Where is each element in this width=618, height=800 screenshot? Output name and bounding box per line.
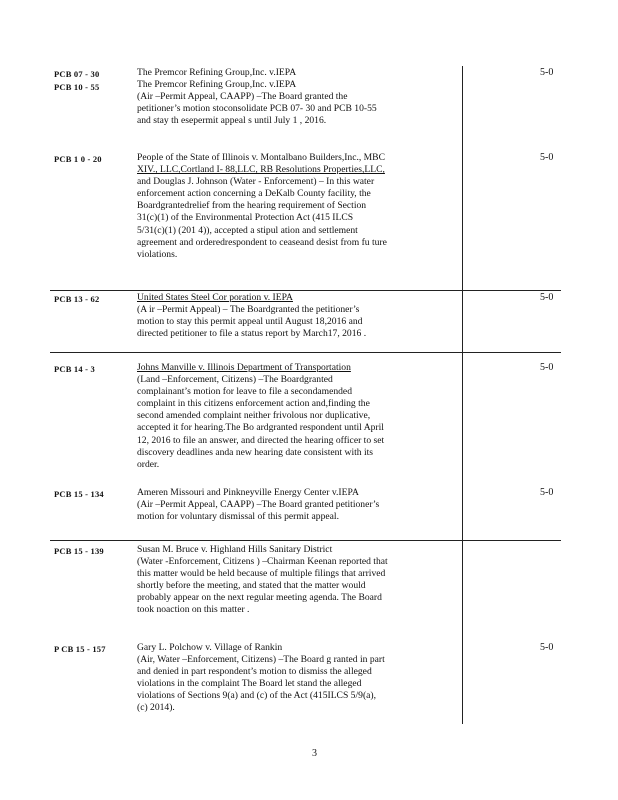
case-number: PCB 10 - 55 <box>54 82 100 92</box>
desc-line: accepted it for hearing.The Bo ardgranted respondent until April <box>137 422 384 434</box>
desc-line: this matter would be held because of multiple filings that arrived <box>137 568 386 580</box>
desc-line: People of the State of Illinois v. Montalbano Builders,Inc., MBC <box>137 152 385 163</box>
vote-result: 5-0 <box>540 292 554 303</box>
desc-line: motion for voluntary dismissal of this permit appeal. <box>137 511 339 523</box>
desc-line: directed petitioner to file a status report by March17, 2016 . <box>137 328 367 340</box>
case-description <box>137 292 366 340</box>
desc-line: 12, 2016 to file an answer, and directed the hearing officer to set <box>137 434 385 446</box>
desc-line: discovery deadlines anda new hearing date consistent with its <box>137 446 374 458</box>
desc-line: Ameren Missouri and Pinkneyville Energy Center v.IEPA <box>137 487 359 498</box>
desc-line: 31(c)(1) of the Environmental Protection Act (415 ILCS <box>137 212 354 224</box>
desc-line: took noaction on this matter . <box>137 604 250 616</box>
desc-line: order. <box>137 458 160 470</box>
desc-line: (Land –Enforcement, Citizens) –The Boardgranted <box>137 374 333 386</box>
desc-line: Gary L. Polchow v. Village of Rankin <box>137 642 283 653</box>
desc-line: Susan M. Bruce v. Highland Hills Sanitary District <box>137 544 333 555</box>
desc-line: XIV., LLC,Cortland I- 88,LLC, RB Resolutions Properties,LLC, <box>137 164 385 176</box>
desc-line: (Air –Permit Appeal, CAAPP) –The Board granted petitioner’s <box>137 499 380 511</box>
desc-line: and Douglas J. Johnson (Water - Enforcement) – In this water <box>137 176 375 188</box>
row-divider <box>50 540 561 541</box>
desc-line: probably appear on the next regular meeting agenda. The Board <box>137 592 382 604</box>
column-divider <box>462 66 463 724</box>
row-divider <box>50 352 561 353</box>
desc-line: violations. <box>137 248 178 260</box>
vote-result: 5-0 <box>540 67 554 78</box>
desc-line: complaint in this citizens enforcement action and,finding the <box>137 398 370 410</box>
desc-line: Johns Manville v. Illinois Department of Transportation <box>137 362 351 373</box>
desc-line: (c) 2014). <box>137 702 175 714</box>
desc-line: The Premcor Refining Group,Inc. v.IEPA <box>137 67 297 78</box>
vote-result: 5-0 <box>540 152 554 163</box>
case-number: PCB 13 - 62 <box>54 294 100 304</box>
case-description <box>137 487 379 523</box>
desc-line: United States Steel Cor poration v. IEPA <box>137 292 293 303</box>
desc-line: and denied in part respondent’s motion to dismiss the alleged <box>137 666 372 678</box>
desc-line: agreement and orderedrespondent to ceaseand desist from fu ture <box>137 236 387 248</box>
desc-line: Boardgrantedrelief from the hearing requirement of Section <box>137 200 367 212</box>
vote-result: 5-0 <box>540 362 554 373</box>
case-description <box>137 362 384 471</box>
vote-result: 5-0 <box>540 487 554 498</box>
desc-line: and stay th esepermit appeal s until July 1 , 2016. <box>137 115 327 127</box>
vote-result: 5-0 <box>540 642 554 653</box>
desc-line: shortly before the meeting, and stated that the matter would <box>137 580 366 592</box>
case-description <box>137 544 388 617</box>
desc-line: 5/31(c)(1) (201 4)), accepted a stipul ation and settlement <box>137 224 358 236</box>
case-number: PCB 15 - 139 <box>54 546 104 556</box>
case-number: PCB 14 - 3 <box>54 364 95 374</box>
case-number: PCB 07 - 30 <box>54 69 100 79</box>
desc-line: violations of Sections 9(a) and (c) of the Act (415ILCS 5/9(a), <box>137 690 376 702</box>
desc-line: (Air, Water –Enforcement, Citizens) –The Board g ranted in part <box>137 654 385 666</box>
desc-line: The Premcor Refining Group,Inc. v.IEPA <box>137 79 297 91</box>
case-number: P CB 15 - 157 <box>54 644 106 654</box>
case-number: PCB 15 - 134 <box>54 489 104 499</box>
page-number: 3 <box>312 748 317 759</box>
case-description <box>137 67 377 127</box>
row-divider <box>50 290 561 291</box>
case-description <box>137 152 387 261</box>
desc-line: (Air –Permit Appeal, CAAPP) –The Board granted the <box>137 91 348 103</box>
desc-line: (A ir –Permit Appeal) – The Boardgranted the petitioner’s <box>137 304 360 316</box>
desc-line: motion to stay this permit appeal until August 18,2016 and <box>137 316 363 328</box>
desc-line: second amended complaint neither frivolous nor duplicative, <box>137 410 371 422</box>
desc-line: petitioner’s motion stoconsolidate PCB 07- 30 and PCB 10-55 <box>137 103 377 115</box>
case-number: PCB 1 0 - 20 <box>54 154 102 164</box>
desc-line: enforcement action concerning a DeKalb County facility, the <box>137 188 371 200</box>
desc-line: (Water -Enforcement, Citizens ) –Chairman Keenan reported that <box>137 556 388 568</box>
desc-line: complainant’s motion for leave to file a secondamended <box>137 386 352 398</box>
case-description <box>137 642 385 715</box>
desc-line: violations in the complaint The Board let stand the alleged <box>137 678 362 690</box>
